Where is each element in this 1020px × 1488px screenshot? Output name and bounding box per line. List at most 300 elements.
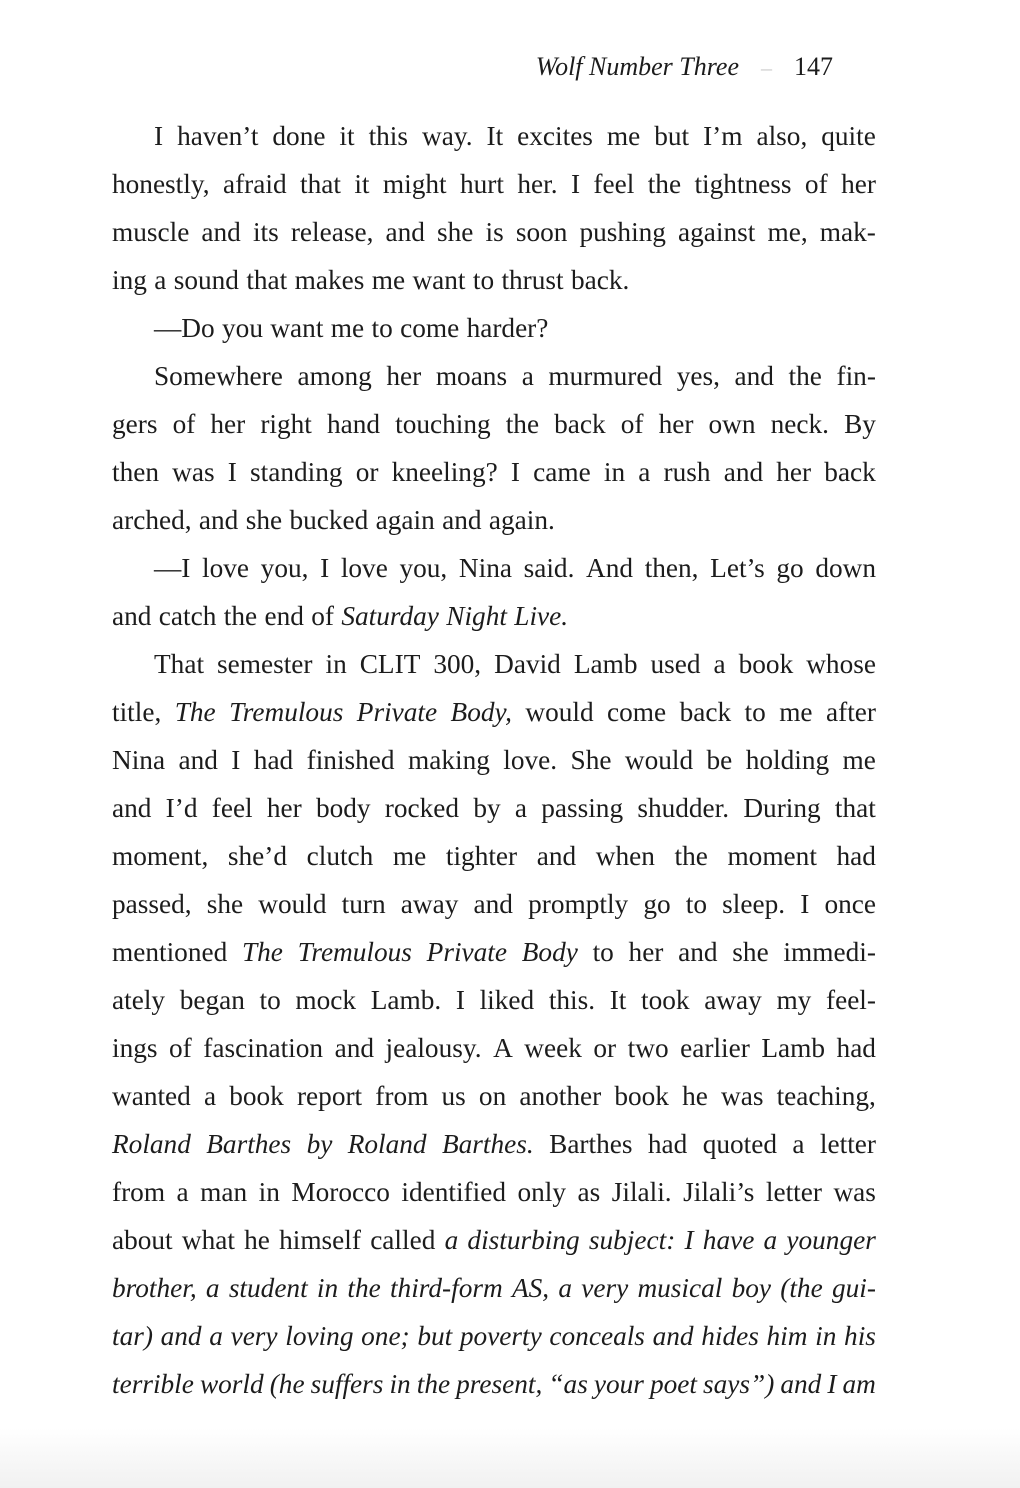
word: this: [368, 121, 409, 151]
word: mock: [295, 985, 357, 1015]
text-line: [112, 976, 876, 1024]
word: me: [371, 265, 406, 295]
word: teaching,: [776, 1081, 876, 1111]
word: brother,: [112, 1273, 197, 1303]
word: earlier: [680, 1033, 750, 1063]
word: again: [375, 505, 435, 535]
word: when: [595, 841, 655, 871]
word: and: [160, 1321, 202, 1351]
word: semester: [217, 649, 313, 679]
word: and: [198, 505, 239, 535]
word: CLIT: [359, 649, 421, 679]
word: a: [203, 1081, 217, 1111]
word: is: [485, 217, 504, 247]
word: from: [112, 1177, 166, 1207]
word: or: [593, 1033, 617, 1063]
word: and: [201, 217, 241, 247]
word: a: [638, 457, 651, 487]
word: murmured: [548, 361, 663, 391]
word: gui-: [831, 1273, 876, 1303]
word: “as: [548, 1369, 588, 1399]
word: only: [517, 1177, 567, 1207]
word: again.: [488, 505, 555, 535]
word: identified: [401, 1177, 506, 1207]
word: her: [658, 409, 694, 439]
word: ately: [112, 985, 166, 1015]
page-number: 147: [794, 52, 833, 81]
word: and: [536, 841, 577, 871]
word: I: [231, 745, 241, 775]
word: own: [708, 409, 756, 439]
word: David: [494, 649, 561, 679]
word: himself: [279, 1225, 361, 1255]
word: excites: [517, 121, 593, 151]
word: Live.: [514, 601, 569, 631]
word: he: [682, 1081, 708, 1111]
word: a: [154, 265, 167, 295]
word: me,: [767, 217, 808, 247]
word: would: [525, 697, 594, 727]
word: me: [779, 697, 813, 727]
word: Roland: [112, 1129, 191, 1159]
word: of: [169, 1033, 192, 1063]
word: and: [652, 1321, 694, 1351]
word: way.: [421, 121, 473, 151]
word: you: [222, 313, 263, 343]
word: Night: [446, 601, 507, 631]
text-line: [112, 1120, 876, 1168]
word: had: [253, 745, 294, 775]
word: wanted: [112, 1081, 191, 1111]
word: Jilali’s: [683, 1177, 755, 1207]
word: Roland: [347, 1129, 427, 1159]
word: haven’t: [177, 121, 259, 151]
word: then,: [644, 553, 699, 583]
word: conceals: [549, 1321, 645, 1351]
word: her: [210, 409, 246, 439]
word: by: [473, 793, 501, 823]
word: That: [154, 649, 205, 679]
word: a: [713, 649, 726, 679]
word: very: [581, 1273, 629, 1303]
word: in: [325, 649, 347, 679]
word: During: [743, 793, 821, 823]
word: Barthes.: [441, 1129, 534, 1159]
word: but: [417, 1321, 453, 1351]
word: the: [223, 601, 258, 631]
word: She: [570, 745, 612, 775]
word: Morocco: [291, 1177, 390, 1207]
word: a: [763, 1225, 778, 1255]
word: Lamb.: [370, 985, 442, 1015]
text-line: [112, 736, 876, 784]
word: —Do: [154, 313, 215, 343]
word: yes,: [676, 361, 720, 391]
word: quite: [821, 121, 876, 151]
word: in: [389, 1369, 411, 1399]
word: the: [416, 1369, 451, 1399]
word: loving: [285, 1321, 354, 1351]
word: the: [505, 409, 540, 439]
word: catch: [158, 601, 217, 631]
word: neck.: [770, 409, 829, 439]
word: I: [510, 457, 520, 487]
text-line: [112, 688, 876, 736]
word: one;: [361, 1321, 410, 1351]
word: Private: [356, 697, 438, 727]
word: to: [371, 313, 393, 343]
word: once: [824, 889, 876, 919]
word: was: [172, 457, 215, 487]
word: I: [800, 889, 810, 919]
word: Let’s: [710, 553, 765, 583]
word: The: [174, 697, 216, 727]
text-line: [112, 640, 876, 688]
word: Tremulous: [229, 697, 344, 727]
word: on: [478, 1081, 507, 1111]
text-line: [112, 1024, 876, 1072]
word: was: [833, 1177, 876, 1207]
word: turn: [341, 889, 386, 919]
word: my: [776, 985, 812, 1015]
word: I: [154, 121, 164, 151]
word: finished: [306, 745, 395, 775]
word: Somewhere: [154, 361, 283, 391]
word: he: [244, 1225, 270, 1255]
word: ing: [112, 265, 147, 295]
word: title,: [112, 697, 162, 727]
word: Nina: [112, 745, 166, 775]
word: she’d: [227, 841, 288, 871]
word: book: [614, 1081, 669, 1111]
word: me: [842, 745, 876, 775]
word: by: [306, 1129, 333, 1159]
text-line: [112, 1072, 876, 1120]
word: terrible: [112, 1369, 194, 1399]
text-line: [112, 544, 876, 592]
word: hides: [701, 1321, 759, 1351]
word: hurt: [459, 169, 504, 199]
word: would: [258, 889, 327, 919]
word: I: [227, 457, 237, 487]
word: makes: [294, 265, 365, 295]
word: holding: [745, 745, 830, 775]
word: against: [678, 217, 756, 247]
word: fascination: [203, 1033, 324, 1063]
word: (he: [269, 1369, 305, 1399]
word: I’d: [165, 793, 198, 823]
word: and: [385, 217, 425, 247]
word: world: [199, 1369, 264, 1399]
word: afraid: [222, 169, 287, 199]
word: said.: [523, 553, 575, 583]
word: moment: [727, 841, 817, 871]
word: By: [844, 409, 876, 439]
text-line: [112, 1312, 876, 1360]
word: tightness: [694, 169, 792, 199]
word: It: [609, 985, 627, 1015]
word: release,: [290, 217, 374, 247]
text-line: [112, 1264, 876, 1312]
word: to: [592, 937, 614, 967]
word: of: [172, 409, 196, 439]
word: away: [704, 985, 762, 1015]
word: had: [647, 1129, 688, 1159]
word: her: [266, 793, 302, 823]
word: a: [176, 1177, 189, 1207]
word: that: [834, 793, 876, 823]
word: in: [258, 1177, 280, 1207]
word: had: [836, 1033, 876, 1063]
text-line: [112, 160, 876, 208]
word: the: [788, 361, 822, 391]
page-bottom-shadow: [0, 1428, 1020, 1488]
word: ings: [112, 1033, 158, 1063]
word: tighter: [445, 841, 518, 871]
text-line: [112, 256, 876, 304]
word: Barthes: [206, 1129, 292, 1159]
word: to: [744, 697, 766, 727]
text-line: [112, 448, 876, 496]
word: her: [776, 457, 812, 487]
word: letter: [765, 1177, 822, 1207]
word: harder?: [466, 313, 549, 343]
word: have: [702, 1225, 755, 1255]
word: and: [178, 745, 218, 775]
word: and: [334, 1033, 374, 1063]
word: back: [679, 697, 732, 727]
word: used: [650, 649, 701, 679]
word: shudder.: [637, 793, 730, 823]
word: love: [340, 553, 388, 583]
word: and: [678, 937, 718, 967]
word: among: [297, 361, 372, 391]
word: feel-: [825, 985, 876, 1015]
word: be: [706, 745, 733, 775]
word: Nina: [458, 553, 512, 583]
word: she: [206, 889, 244, 919]
word: Saturday: [341, 601, 439, 631]
word: to: [685, 889, 707, 919]
text-line: [112, 784, 876, 832]
word: passing: [541, 793, 624, 823]
word: was: [721, 1081, 764, 1111]
word: she: [732, 937, 769, 967]
running-head-separator: –: [761, 55, 772, 80]
word: whose: [806, 649, 876, 679]
word: and: [723, 457, 764, 487]
word: her: [841, 169, 876, 199]
word: liked: [479, 985, 535, 1015]
word: she: [437, 217, 474, 247]
word: come: [607, 697, 667, 727]
word: your: [593, 1369, 644, 1399]
word: began: [179, 985, 245, 1015]
word: kneeling?: [391, 457, 498, 487]
word: back: [824, 457, 876, 487]
word: and: [473, 889, 513, 919]
word: of: [311, 601, 334, 631]
text-line: [112, 928, 876, 976]
word: poet: [649, 1369, 697, 1399]
word: had: [836, 841, 876, 871]
word: And: [586, 553, 634, 583]
word: love.: [503, 745, 558, 775]
running-head: [536, 50, 833, 85]
word: back.: [571, 265, 630, 295]
word: and: [112, 793, 152, 823]
punctuation: .: [561, 601, 569, 631]
text-line: [112, 112, 876, 160]
word: want: [270, 313, 324, 343]
word: it: [339, 121, 355, 151]
word: and: [734, 361, 774, 391]
word: also,: [756, 121, 808, 151]
word: and: [112, 601, 152, 631]
word: and: [442, 505, 482, 535]
word: musical: [637, 1273, 723, 1303]
word: her: [628, 937, 664, 967]
word: of: [620, 409, 644, 439]
word: Jilali.: [611, 1177, 672, 1207]
word: tar): [112, 1321, 153, 1351]
word: came: [533, 457, 591, 487]
word: she: [245, 505, 283, 535]
word: subject:: [588, 1225, 676, 1255]
word: jealousy.: [385, 1033, 482, 1063]
word: Lamb: [761, 1033, 826, 1063]
word: then: [112, 457, 159, 487]
text-line: [112, 1360, 876, 1408]
word: I: [455, 985, 465, 1015]
word: I: [570, 169, 581, 199]
word: down: [815, 553, 876, 583]
word: third-form: [389, 1273, 503, 1303]
word: says”): [703, 1369, 775, 1399]
word: as: [577, 1177, 601, 1207]
word: 300,: [433, 649, 482, 679]
word: the: [647, 169, 682, 199]
word: that: [246, 265, 288, 295]
word: Private: [426, 937, 508, 967]
word: Lamb: [573, 649, 638, 679]
word: student: [228, 1273, 308, 1303]
word: want: [412, 265, 466, 295]
word: that: [300, 169, 341, 199]
word: fin-: [836, 361, 876, 391]
word: end: [264, 601, 304, 631]
word: what: [181, 1225, 235, 1255]
word: us: [441, 1081, 466, 1111]
running-head-title: Wolf Number Three: [535, 52, 739, 81]
word: him: [766, 1321, 808, 1351]
word: me: [330, 313, 365, 343]
word: promptly: [528, 889, 629, 919]
word: you,: [399, 553, 448, 583]
text-line: [112, 880, 876, 928]
word: Body,: [450, 697, 512, 727]
word: bucked: [289, 505, 369, 535]
word: present,: [456, 1369, 543, 1399]
word: Barthes: [549, 1129, 633, 1159]
word: touching: [395, 409, 491, 439]
word: (the: [780, 1273, 823, 1303]
word: two: [627, 1033, 669, 1063]
word: thrust: [501, 265, 564, 295]
word: The: [241, 937, 283, 967]
word: book: [229, 1081, 284, 1111]
word: sound: [173, 265, 239, 295]
word: me: [392, 841, 427, 871]
word: called: [370, 1225, 436, 1255]
word: a: [558, 1273, 572, 1303]
word: arched,: [112, 505, 192, 535]
word: gers: [112, 409, 158, 439]
word: the: [674, 841, 708, 871]
word: her: [386, 361, 422, 391]
word: moment,: [112, 841, 209, 871]
word: and: [780, 1369, 822, 1399]
word: of: [804, 169, 828, 199]
word: quoted: [702, 1129, 777, 1159]
word: I: [320, 553, 330, 583]
word: younger: [786, 1225, 876, 1255]
text-line: [112, 400, 876, 448]
word: suffers: [310, 1369, 384, 1399]
word: its: [252, 217, 279, 247]
word: soon: [515, 217, 568, 247]
word: rush: [663, 457, 711, 487]
word: in: [815, 1321, 837, 1351]
word: or: [355, 457, 379, 487]
word: am: [842, 1369, 876, 1399]
word: letter: [819, 1129, 876, 1159]
text-line: [112, 496, 876, 544]
word: a: [205, 1273, 220, 1303]
word: to: [259, 985, 281, 1015]
word: AS,: [511, 1273, 550, 1303]
word: would: [624, 745, 694, 775]
word: man: [200, 1177, 248, 1207]
word: I’m: [703, 121, 743, 151]
word: week: [524, 1033, 582, 1063]
word: after: [825, 697, 876, 727]
word: Body: [521, 937, 578, 967]
word: passed,: [112, 889, 192, 919]
word: away: [400, 889, 459, 919]
word: sleep.: [722, 889, 786, 919]
word: moans: [435, 361, 508, 391]
word: love: [202, 553, 250, 583]
word: another: [519, 1081, 602, 1111]
text-line: [112, 208, 876, 256]
text-line: [112, 352, 876, 400]
word: to: [472, 265, 495, 295]
text-line: [112, 592, 876, 640]
word: making: [407, 745, 490, 775]
word: hand: [326, 409, 381, 439]
word: mak-: [819, 217, 876, 247]
word: you,: [260, 553, 309, 583]
word: her.: [517, 169, 558, 199]
word: disturbing: [467, 1225, 580, 1255]
word: done: [272, 121, 326, 151]
word: come: [400, 313, 460, 343]
text-line: [112, 304, 876, 352]
word: poverty: [459, 1321, 542, 1351]
word: go: [643, 889, 671, 919]
word: Tremulous: [297, 937, 412, 967]
